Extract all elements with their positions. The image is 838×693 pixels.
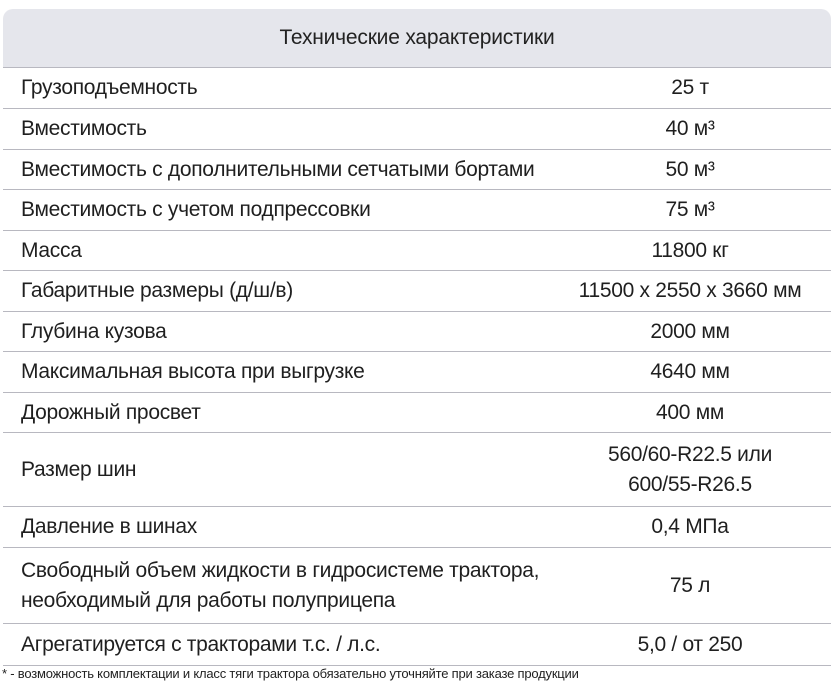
spec-name-hydraulic-volume — [3, 548, 549, 623]
spec-name-tire-pressure: Давление в шинах — [21, 515, 197, 538]
spec-value-load-capacity: 25 т — [671, 76, 709, 99]
spec-name-tractor-class: Агрегатируется с тракторами т.с. / л.с. — [21, 632, 381, 656]
spec-name-ground-clearance: Дорожный просвет — [21, 400, 201, 424]
spec-value-capacity: 40 м³ — [665, 117, 715, 140]
spec-value-ground-clearance: 400 мм — [656, 400, 724, 424]
spec-name-body-depth: Глубина кузова — [21, 319, 167, 343]
specifications-table — [3, 9, 831, 666]
table-row — [3, 190, 831, 231]
hydraulic-volume-line-2: необходимый для работы полуприцепа — [21, 588, 396, 612]
table-row — [3, 352, 831, 393]
spec-name-mass: Масса — [21, 238, 82, 262]
spec-value-hydraulic-volume: 75 л — [669, 573, 711, 597]
spec-value-max-unload-height: 4640 мм — [650, 360, 730, 383]
footnote: * - возможность комплектации и класс тяги трактора обязательно уточняйте при заказе продукции — [2, 666, 579, 681]
table-row — [3, 109, 831, 150]
spec-name-tire-size: Размер шин — [21, 457, 137, 481]
table-row — [3, 231, 831, 271]
spec-value-capacity-mesh-sides: 50 м³ — [665, 157, 715, 181]
spec-value-capacity-pressed: 75 м³ — [665, 198, 715, 221]
table-title: Технические характеристики — [3, 9, 831, 68]
table-row — [3, 68, 831, 109]
spec-name-capacity-mesh-sides: Вместимость с дополнительными сетчатыми бортами — [21, 157, 535, 181]
table-row — [3, 271, 831, 312]
spec-name-dimensions: Габаритные размеры (д/ш/в) — [21, 279, 293, 302]
spec-name-capacity: Вместимость — [21, 117, 147, 140]
spec-value-tire-size — [549, 433, 831, 506]
hydraulic-volume-line-1: Свободный объем жидкости в гидросистеме трактора, — [21, 558, 540, 582]
table-row — [3, 150, 831, 190]
table-row — [3, 393, 831, 433]
spec-value-tire-pressure: 0,4 МПа — [651, 515, 729, 538]
tire-size-line-1: 560/60-R22.5 или — [607, 442, 772, 466]
spec-value-mass: 11800 кг — [651, 238, 729, 262]
spec-name-capacity-pressed: Вместимость с учетом подпрессовки — [21, 198, 371, 221]
spec-name-load-capacity: Грузоподъемность — [21, 76, 198, 99]
table-row — [3, 433, 831, 507]
table-row — [3, 312, 831, 352]
table-row — [3, 507, 831, 548]
tire-size-line-2: 600/55-R26.5 — [628, 472, 752, 496]
spec-value-body-depth: 2000 мм — [650, 319, 730, 343]
spec-value-tractor-class: 5,0 / от 250 — [637, 632, 743, 656]
table-row — [3, 624, 831, 666]
spec-value-dimensions: 11500 х 2550 х 3660 мм — [578, 279, 802, 302]
table-row — [3, 548, 831, 624]
spec-name-max-unload-height: Максимальная высота при выгрузке — [21, 360, 365, 383]
